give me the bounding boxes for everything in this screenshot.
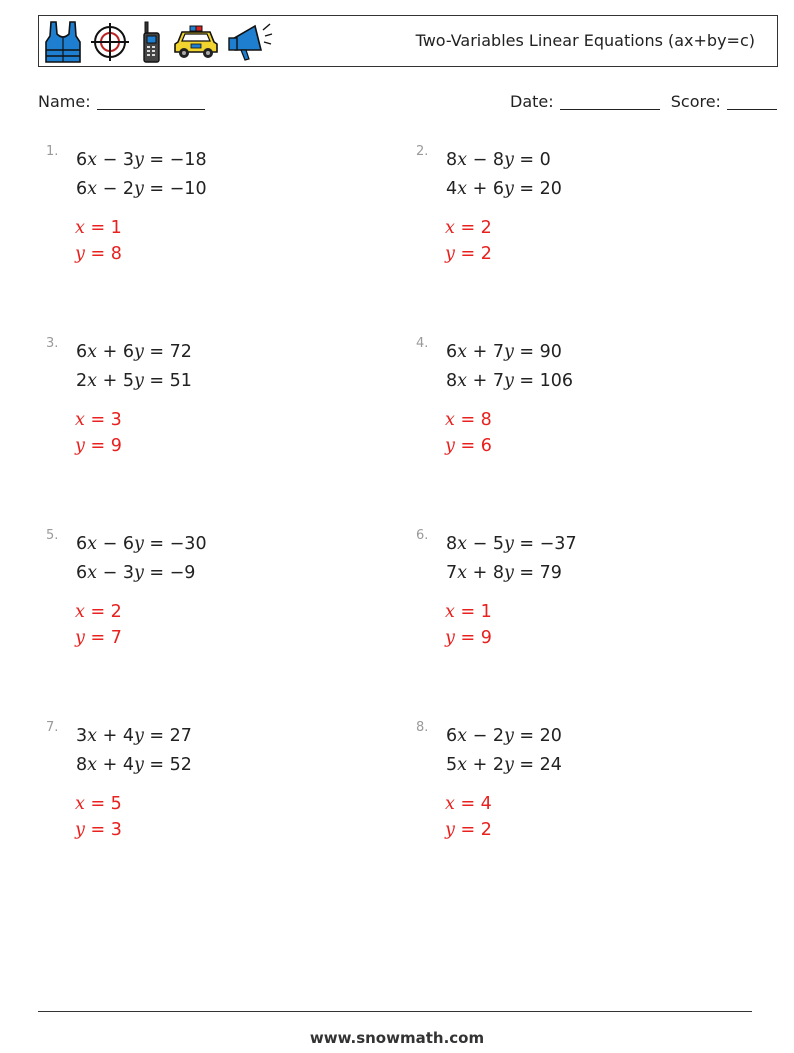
name-blank[interactable] — [97, 92, 205, 110]
var-y: y — [75, 436, 85, 456]
coef-a: 8 — [76, 755, 88, 775]
constant: 20 — [539, 726, 562, 746]
var-x: x — [87, 179, 98, 199]
var-y: y — [445, 628, 455, 648]
header-icons — [45, 19, 273, 65]
equation-2 — [76, 179, 207, 199]
var-x: x — [87, 563, 98, 583]
equals: = — [454, 436, 481, 456]
var-y: y — [445, 820, 455, 840]
value: 1 — [480, 602, 492, 622]
var-y: y — [133, 150, 144, 170]
coef-a: 6 — [76, 534, 88, 554]
name-field — [38, 92, 205, 111]
worksheet-title: Two-Variables Linear Equations (ax+by=c) — [415, 31, 755, 50]
operator: + — [467, 563, 493, 583]
answer-x — [445, 602, 492, 622]
var-y: y — [503, 150, 514, 170]
score-label: Score: — [670, 92, 721, 111]
var-x: x — [75, 218, 85, 238]
constant: −10 — [169, 179, 207, 199]
problem-number: 7. — [46, 720, 59, 735]
var-x: x — [457, 563, 468, 583]
equals: = — [143, 150, 170, 170]
operator: − — [467, 534, 493, 554]
var-x: x — [457, 342, 468, 362]
crosshair-icon — [89, 21, 131, 63]
coef-b: 8 — [492, 150, 504, 170]
constant: 52 — [169, 755, 192, 775]
var-y: y — [445, 244, 455, 264]
coef-a: 6 — [76, 342, 88, 362]
var-y: y — [503, 179, 514, 199]
answer-x — [445, 794, 492, 814]
operator: − — [97, 534, 123, 554]
var-y: y — [503, 755, 514, 775]
operator: + — [467, 342, 493, 362]
equals: = — [454, 602, 481, 622]
equals: = — [454, 628, 481, 648]
value: 2 — [480, 218, 492, 238]
equals: = — [84, 218, 111, 238]
coef-a: 6 — [446, 726, 458, 746]
value: 8 — [110, 244, 122, 264]
date-label: Date: — [510, 92, 554, 111]
equals: = — [454, 410, 481, 430]
equation-2 — [446, 371, 573, 391]
coef-a: 2 — [76, 371, 88, 391]
equation-2 — [446, 563, 562, 583]
answer-y — [75, 244, 122, 264]
constant: 24 — [539, 755, 562, 775]
equals: = — [513, 755, 540, 775]
value: 2 — [110, 602, 122, 622]
var-y: y — [133, 179, 144, 199]
equation-1 — [76, 150, 207, 170]
equals: = — [513, 179, 540, 199]
operator: + — [97, 726, 123, 746]
var-y: y — [503, 342, 514, 362]
var-y: y — [75, 628, 85, 648]
constant: −37 — [539, 534, 577, 554]
constant: 90 — [539, 342, 562, 362]
var-y: y — [503, 563, 514, 583]
date-blank[interactable] — [560, 92, 660, 110]
answer-y — [445, 436, 492, 456]
coef-b: 6 — [492, 179, 504, 199]
var-y: y — [503, 371, 514, 391]
coef-b: 5 — [122, 371, 134, 391]
equals: = — [84, 602, 111, 622]
equals: = — [143, 726, 170, 746]
equals: = — [513, 342, 540, 362]
coef-b: 3 — [122, 563, 134, 583]
value: 1 — [110, 218, 122, 238]
var-x: x — [75, 794, 85, 814]
megaphone-icon — [227, 20, 273, 64]
var-y: y — [75, 820, 85, 840]
operator: + — [467, 179, 493, 199]
equals: = — [513, 534, 540, 554]
equation-2 — [76, 371, 192, 391]
value: 5 — [110, 794, 122, 814]
coef-a: 7 — [446, 563, 458, 583]
header-box — [38, 15, 778, 67]
var-x: x — [87, 726, 98, 746]
var-x: x — [457, 179, 468, 199]
coef-b: 2 — [492, 726, 504, 746]
var-y: y — [133, 534, 144, 554]
constant: −30 — [169, 534, 207, 554]
coef-a: 5 — [446, 755, 458, 775]
equation-1 — [446, 150, 551, 170]
var-y: y — [133, 342, 144, 362]
value: 3 — [110, 410, 122, 430]
var-y: y — [133, 726, 144, 746]
coef-b: 7 — [492, 342, 504, 362]
var-x: x — [445, 410, 455, 430]
constant: −18 — [169, 150, 207, 170]
equals: = — [84, 628, 111, 648]
var-x: x — [87, 371, 98, 391]
problem-number: 5. — [46, 528, 59, 543]
var-x: x — [87, 534, 98, 554]
var-y: y — [133, 371, 144, 391]
coef-b: 6 — [122, 342, 134, 362]
equals: = — [84, 794, 111, 814]
value: 4 — [480, 794, 492, 814]
var-y: y — [133, 563, 144, 583]
equals: = — [513, 563, 540, 583]
var-y: y — [133, 755, 144, 775]
problem-number: 8. — [416, 720, 429, 735]
walkie-talkie-icon — [139, 20, 165, 64]
coef-b: 4 — [122, 726, 134, 746]
answer-y — [75, 436, 122, 456]
answer-x — [75, 602, 122, 622]
equation-1 — [76, 726, 192, 746]
equals: = — [513, 150, 540, 170]
date-score-fields — [510, 92, 777, 111]
value: 7 — [110, 628, 122, 648]
operator: + — [467, 755, 493, 775]
problem-number: 3. — [46, 336, 59, 351]
operator: + — [97, 755, 123, 775]
footer-divider — [38, 1011, 752, 1012]
var-x: x — [87, 342, 98, 362]
var-x: x — [457, 150, 468, 170]
equation-1 — [446, 342, 562, 362]
operator: − — [97, 150, 123, 170]
var-x: x — [87, 755, 98, 775]
var-y: y — [503, 534, 514, 554]
answer-y — [75, 820, 122, 840]
answer-x — [75, 218, 122, 238]
coef-b: 8 — [492, 563, 504, 583]
answer-y — [445, 820, 492, 840]
equals: = — [454, 820, 481, 840]
answer-y — [75, 628, 122, 648]
answer-x — [75, 410, 122, 430]
answer-x — [445, 410, 492, 430]
equals: = — [454, 244, 481, 264]
coef-b: 5 — [492, 534, 504, 554]
equation-1 — [76, 534, 207, 554]
constant: 79 — [539, 563, 562, 583]
constant: −9 — [169, 563, 196, 583]
footer-site: www.snowmath.com — [309, 1029, 485, 1047]
constant: 20 — [539, 179, 562, 199]
problem-number: 6. — [416, 528, 429, 543]
constant: 27 — [169, 726, 192, 746]
problem-number: 1. — [46, 144, 59, 159]
var-x: x — [87, 150, 98, 170]
vest-icon — [45, 20, 81, 64]
equation-1 — [446, 726, 562, 746]
problem-number: 2. — [416, 144, 429, 159]
equals: = — [143, 371, 170, 391]
operator: − — [467, 726, 493, 746]
coef-b: 3 — [122, 150, 134, 170]
var-x: x — [457, 534, 468, 554]
operator: + — [97, 371, 123, 391]
equation-1 — [446, 534, 577, 554]
value: 9 — [110, 436, 122, 456]
equals: = — [84, 410, 111, 430]
coef-a: 6 — [446, 342, 458, 362]
equals: = — [143, 755, 170, 775]
coef-a: 6 — [76, 150, 88, 170]
value: 2 — [480, 244, 492, 264]
var-x: x — [457, 726, 468, 746]
equals: = — [454, 794, 481, 814]
equation-1 — [76, 342, 192, 362]
coef-b: 4 — [122, 755, 134, 775]
equation-2 — [446, 755, 562, 775]
var-x: x — [445, 794, 455, 814]
coef-b: 2 — [492, 755, 504, 775]
var-y: y — [445, 436, 455, 456]
equals: = — [143, 534, 170, 554]
constant: 72 — [169, 342, 192, 362]
answer-x — [445, 218, 492, 238]
value: 6 — [480, 436, 492, 456]
var-x: x — [445, 218, 455, 238]
value: 3 — [110, 820, 122, 840]
operator: − — [467, 150, 493, 170]
answer-y — [445, 628, 492, 648]
problem-number: 4. — [416, 336, 429, 351]
var-x: x — [457, 755, 468, 775]
var-x: x — [445, 602, 455, 622]
value: 2 — [480, 820, 492, 840]
equals: = — [143, 179, 170, 199]
coef-a: 8 — [446, 150, 458, 170]
value: 8 — [480, 410, 492, 430]
coef-b: 6 — [122, 534, 134, 554]
equation-2 — [446, 179, 562, 199]
var-y: y — [75, 244, 85, 264]
coef-b: 2 — [122, 179, 134, 199]
operator: + — [97, 342, 123, 362]
coef-a: 4 — [446, 179, 458, 199]
constant: 106 — [539, 371, 574, 391]
constant: 51 — [169, 371, 192, 391]
var-x: x — [75, 410, 85, 430]
var-x: x — [457, 371, 468, 391]
equals: = — [143, 563, 170, 583]
equals: = — [84, 820, 111, 840]
equals: = — [143, 342, 170, 362]
equals: = — [454, 218, 481, 238]
answer-y — [445, 244, 492, 264]
value: 9 — [480, 628, 492, 648]
operator: + — [467, 371, 493, 391]
operator: − — [97, 179, 123, 199]
coef-b: 7 — [492, 371, 504, 391]
coef-a: 6 — [76, 179, 88, 199]
equals: = — [84, 436, 111, 456]
coef-a: 8 — [446, 371, 458, 391]
coef-a: 3 — [76, 726, 88, 746]
equation-2 — [76, 755, 192, 775]
operator: − — [97, 563, 123, 583]
constant: 0 — [539, 150, 551, 170]
score-blank[interactable] — [727, 92, 777, 110]
equals: = — [513, 726, 540, 746]
equals: = — [513, 371, 540, 391]
equals: = — [84, 244, 111, 264]
name-label: Name: — [38, 92, 91, 111]
equation-2 — [76, 563, 195, 583]
var-x: x — [75, 602, 85, 622]
answer-x — [75, 794, 122, 814]
coef-a: 6 — [76, 563, 88, 583]
var-y: y — [503, 726, 514, 746]
coef-a: 8 — [446, 534, 458, 554]
police-car-icon — [173, 24, 219, 60]
